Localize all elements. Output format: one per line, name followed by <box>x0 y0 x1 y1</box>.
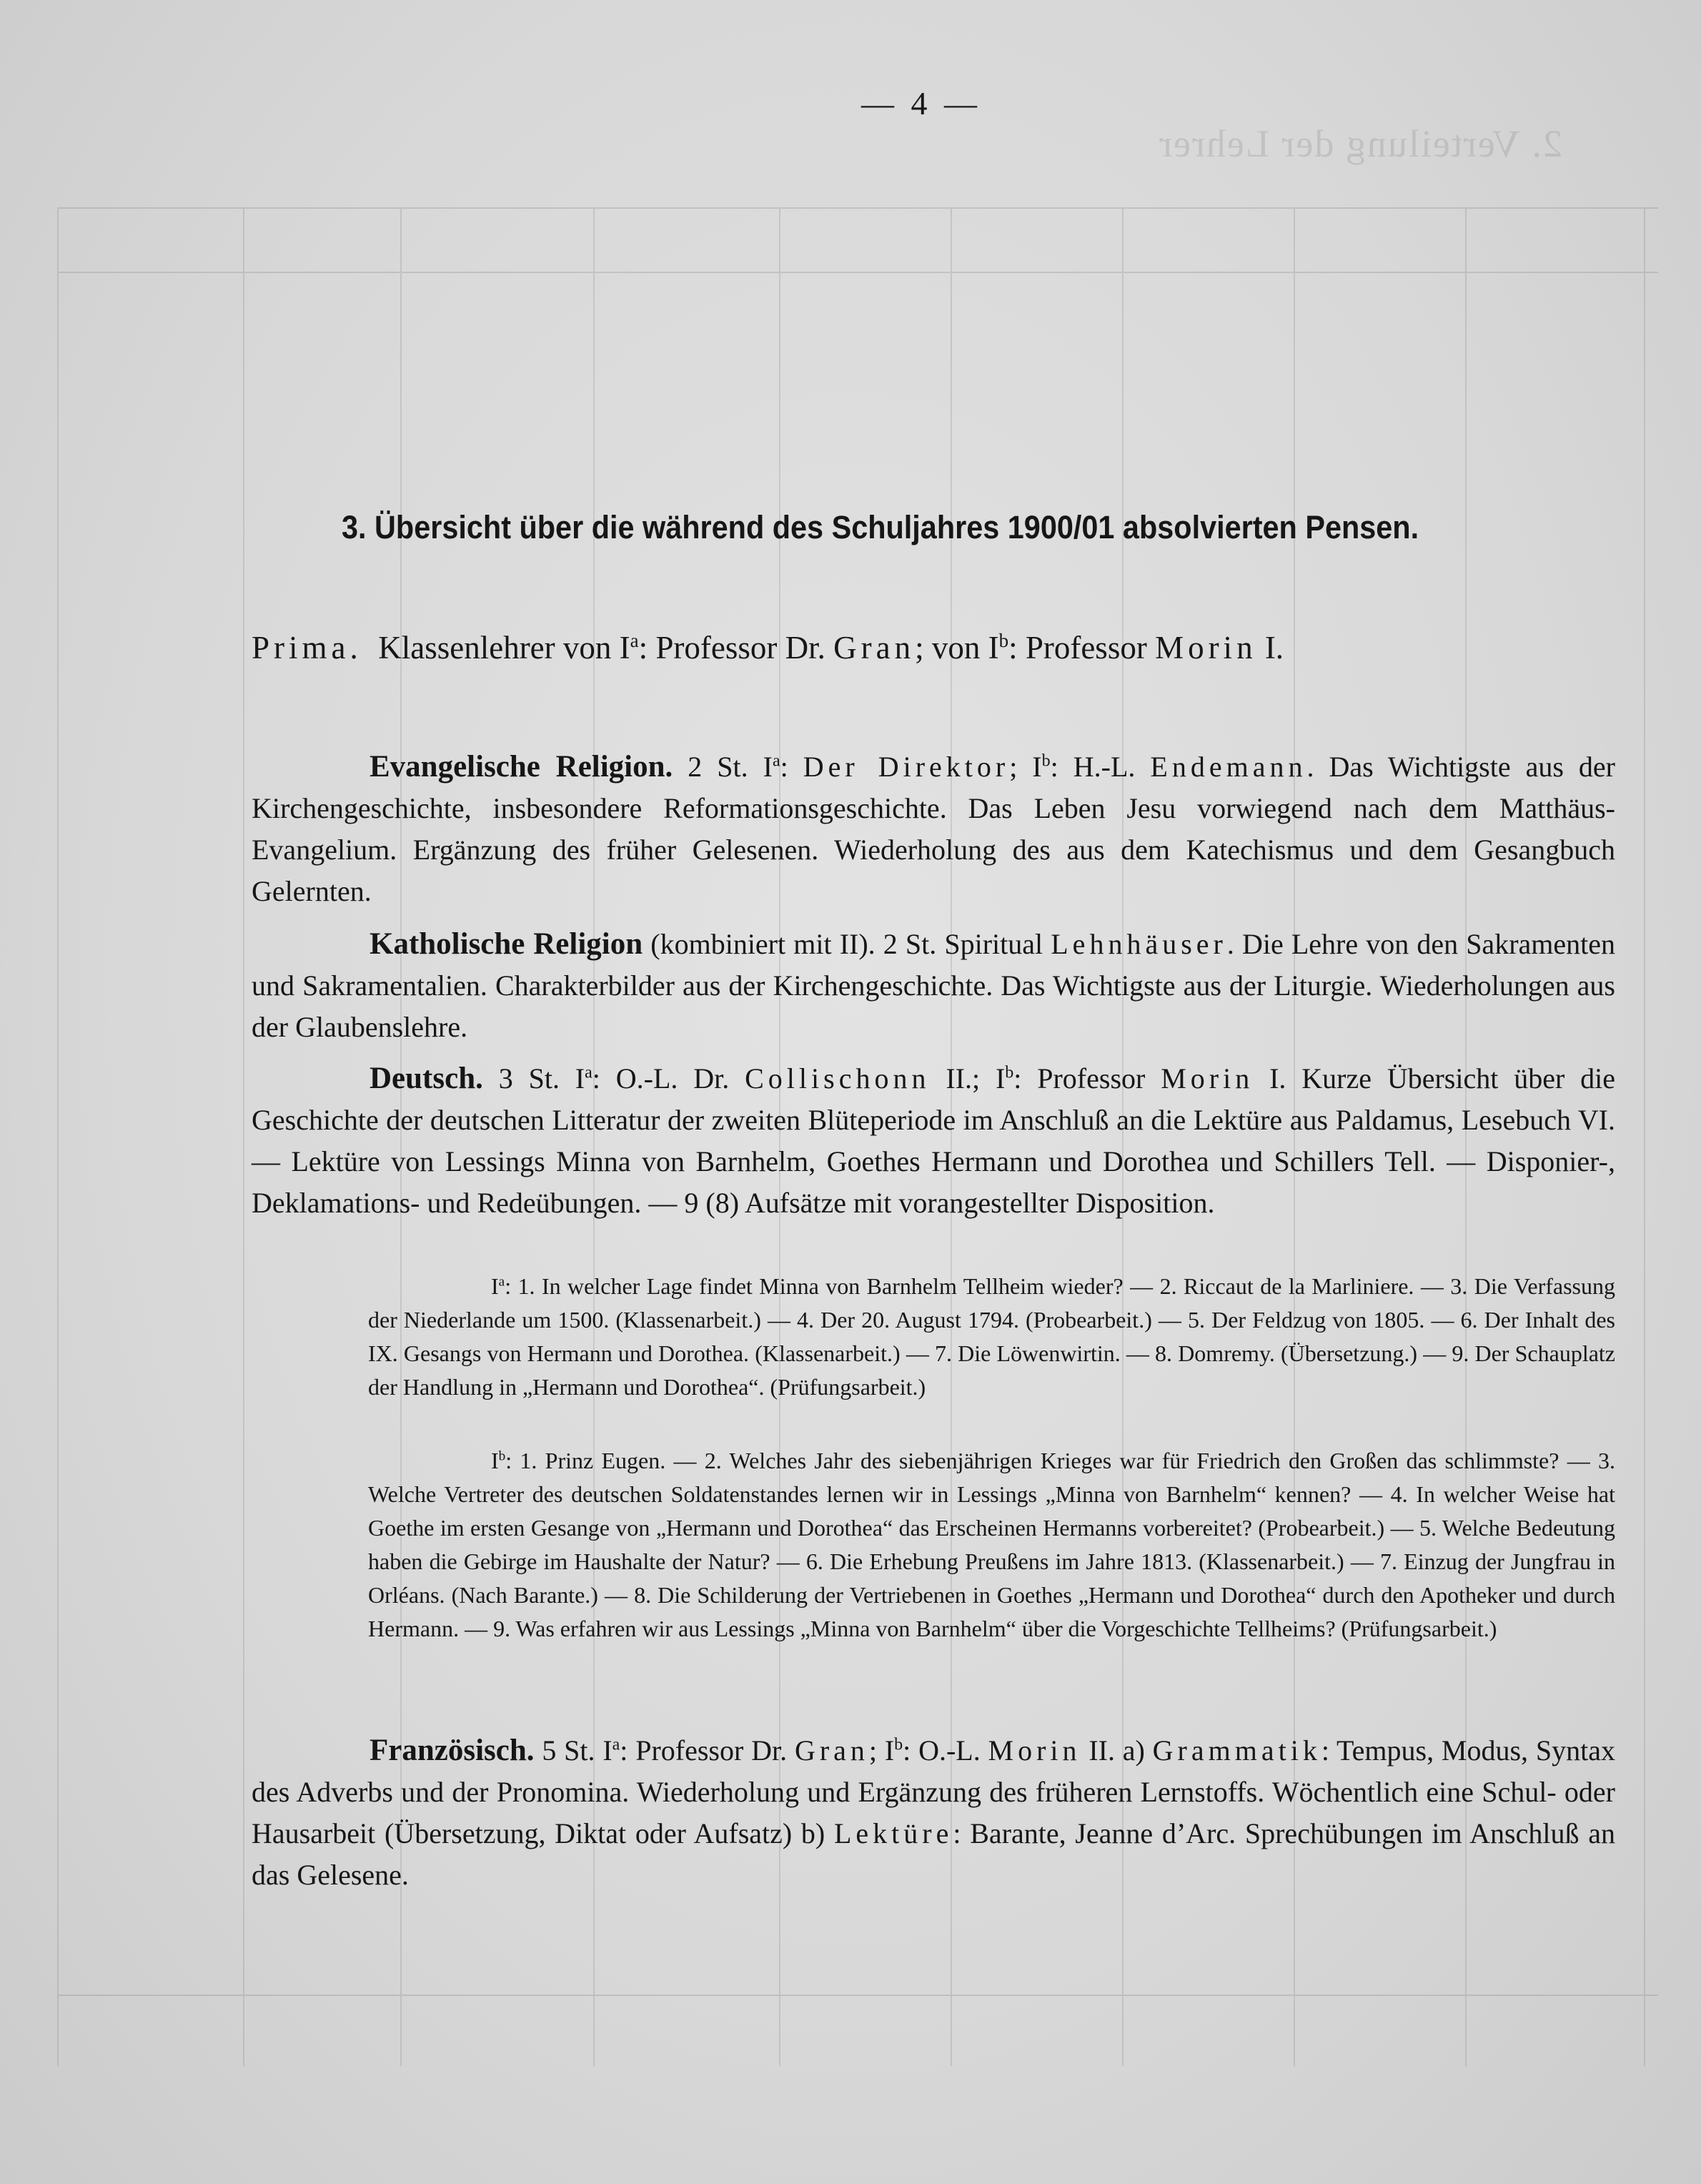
paragraph-deutsch <box>252 1058 1615 1224</box>
text: ; I <box>1009 751 1042 783</box>
text: 2 St. I <box>673 751 773 783</box>
prima-sup: b <box>998 630 1009 651</box>
teacher-name: Lehnhäuser <box>1051 928 1227 960</box>
bleed-through-rule <box>57 1995 1658 1996</box>
superscript: b <box>1041 751 1051 771</box>
bleed-through-column <box>57 207 59 2066</box>
teacher-name: Collischonn <box>745 1062 931 1095</box>
teacher-name: Der Direktor <box>803 751 1010 783</box>
text: (kombiniert mit II). 2 St. Spiritual <box>643 928 1051 960</box>
text: I. Kurze Übersicht über die Geschichte der deutschen Litteratur der zweiten Blüteperiode im Anschluß an die Lektüre aus Paldamus, Lesebuch VI. — Lektüre von Lessings Minna von Barnhelm, Goethes Hermann und Dorothea und Schillers Tell. — Disponier-, Deklamations- und Redeübungen. — 9 (8) Aufsätze mit vorangestellter Disposition. <box>252 1062 1615 1219</box>
bleed-through-rule <box>57 272 1658 273</box>
text: : O.-L. Dr. <box>592 1062 745 1095</box>
essay-topics-ia <box>368 1270 1615 1404</box>
topics-text: : 1. In welcher Lage findet Minna von Barnhelm Tellheim wieder? — 2. Riccaut de la Marliniere. — 3. Die Verfassung der Niederlande um 1500. (Klassenarbeit.) — 4. Der 20. August 1794. (Probearbeit.) — 5. Der Feldzug von 1805. — 6. Der Inhalt des IX. Gesangs von Hermann und Dorothea. (Klassenarbeit.) — 7. Die Löwenwirtin. — 8. Domremy. (Übersetzung.) — 9. Der Schauplatz der Handlung in „Hermann und Dorothea“. (Prüfungsarbeit.) <box>368 1273 1615 1400</box>
text: II.; I <box>930 1062 1006 1095</box>
class-label: I <box>491 1448 499 1473</box>
text: . Die Lehre von den Sakramenten und Sakramentalien. Charakterbilder aus der Kirchengeschichte. Das Wichtigste aus der Liturgie. Wiederholungen aus der Glaubenslehre. <box>252 928 1615 1043</box>
prima-sup: a <box>630 630 639 651</box>
prima-label: Prima. <box>252 630 362 666</box>
text: : O.-L. <box>903 1734 988 1767</box>
prima-text: ; von I <box>915 630 999 666</box>
topic-label: Lektüre <box>833 1817 953 1849</box>
page-number: — 4 — <box>861 85 981 122</box>
text: ; I <box>868 1734 895 1767</box>
prima-text: : Professor Dr. <box>638 630 834 666</box>
subject-heading: Katholische Religion <box>370 927 643 961</box>
teacher-name: Morin <box>1155 630 1257 666</box>
superscript: a <box>498 1274 505 1290</box>
subject-heading: Evangelische Religion. <box>370 750 673 784</box>
text: . Das Wichtigste aus der Kirchengeschichte, insbesondere Reformationsgeschichte. Das Leben Jesu vorwiegend nach dem Matthäus-Evangelium. Ergänzung des früher Gelesenen. Wiederholung des aus dem Katechismus und dem Gesangbuch Gelernten. <box>252 751 1615 907</box>
text: 5 St. I <box>534 1734 613 1767</box>
prima-text: Klassenlehrer von I <box>378 630 630 666</box>
topics-text: : 1. Prinz Eugen. — 2. Welches Jahr des siebenjährigen Krieges war für Friedrich den Großen das schlimmste? — 3. Welche Vertreter des deutschen Soldatenstandes lernen wir in Lessings „Minna von Barnhelm“ kennen? — 4. In welcher Weise hat Goethe im ersten Gesange von „Hermann und Dorothea“ das Erscheinen Hermanns vorbereitet? (Probearbeit.) — 5. Welche Bedeutung haben die Gebirge im Haushalte der Natur? — 6. Die Erhebung Preußens im Jahre 1813. (Klassenarbeit.) — 7. Einzug der Jungfrau in Orléans. (Nach Barante.) — 8. Die Schilderung der Vertriebenen in Goethes „Hermann und Dorothea“ durch den Apotheker und durch Hermann. — 9. Was erfahren wir aus Lessings „Minna von Barnhelm“ über die Vorgeschichte Tellheims? (Prüfungsarbeit.) <box>368 1448 1615 1641</box>
topic-label: Grammatik <box>1152 1734 1321 1767</box>
superscript: b <box>498 1448 506 1464</box>
text: : Tempus, Modus, Syntax des Adverbs und der Pronomina. Wiederholung und Ergänzung des früheren Lernstoffs. Wöchentlich eine Schul- oder Hausarbeit (Übersetzung, Diktat oder Aufsatz) b) <box>252 1734 1615 1849</box>
superscript: a <box>585 1063 592 1082</box>
prima-text: : Professor <box>1008 630 1156 666</box>
teacher-name: Morin <box>988 1734 1081 1767</box>
text: : Professor <box>1013 1062 1161 1095</box>
superscript: b <box>1005 1063 1014 1082</box>
paragraph-evangelische-religion <box>252 746 1615 912</box>
superscript: b <box>894 1735 903 1754</box>
essay-topics-ib <box>368 1444 1615 1646</box>
subject-heading: Deutsch. <box>370 1062 483 1095</box>
text: II. a) <box>1081 1734 1153 1767</box>
teacher-name: Gran <box>833 630 916 666</box>
section-title: 3. Übersicht über die während des Schuljahres 1900/01 absolvierten Pensen. <box>342 509 1419 545</box>
class-label: I <box>491 1273 499 1299</box>
bleed-through-column <box>243 207 244 2066</box>
bleed-through-column <box>1644 207 1645 2066</box>
bleed-through-heading: 2. Verteilung der Lehrer <box>1158 122 1562 165</box>
teacher-name: Gran <box>794 1734 869 1767</box>
teacher-name: Endemann <box>1150 751 1307 783</box>
superscript: a <box>772 751 780 771</box>
prima-text: I. <box>1256 630 1284 666</box>
text: : Professor Dr. <box>620 1734 795 1767</box>
paragraph-franzoesisch <box>252 1730 1615 1896</box>
text: : H.-L. <box>1050 751 1151 783</box>
teacher-name: Morin <box>1161 1062 1254 1095</box>
text: : Barante, Jeanne d’Arc. Sprechübungen im Anschluß an das Gelesene. <box>252 1817 1615 1891</box>
text: 3 St. I <box>482 1062 585 1095</box>
superscript: a <box>612 1735 620 1754</box>
paragraph-katholische-religion <box>252 924 1615 1048</box>
subject-heading: Französisch. <box>370 1734 535 1767</box>
prima-line <box>252 629 1284 666</box>
text: : <box>780 751 803 783</box>
bleed-through-rule <box>57 207 1658 209</box>
